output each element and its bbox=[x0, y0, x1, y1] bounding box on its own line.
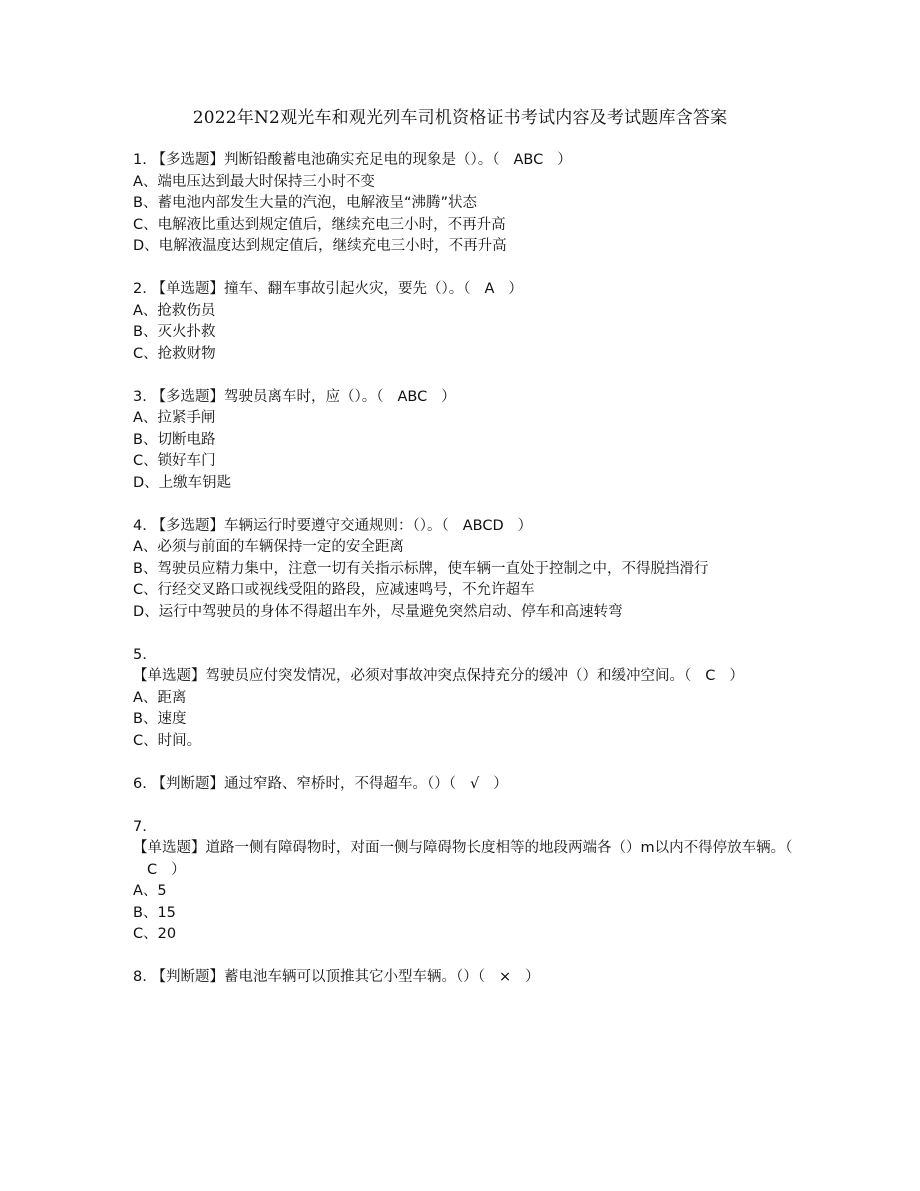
option-a: A、必须与前面的车辆保持一定的安全距离 bbox=[133, 539, 404, 555]
option-d: D、上缴车钥匙 bbox=[133, 474, 232, 491]
answer: √ bbox=[469, 775, 480, 792]
document-title: 2022年N2观光车和观光列车司机资格证书考试内容及考试题库含答案 bbox=[192, 108, 728, 128]
option-a: A、距离 bbox=[133, 689, 187, 706]
option-b: B、切断电路 bbox=[133, 431, 216, 448]
option-a: A、端电压达到最大时保持三小时不变 bbox=[133, 173, 375, 190]
question-5 bbox=[133, 645, 793, 753]
option-d: D、电解液温度达到规定值后，继续充电三小时，不再升高 bbox=[133, 238, 507, 254]
answer: ABCD bbox=[462, 517, 504, 534]
answer: ABC bbox=[397, 388, 428, 405]
question-stem: 2. 【单选题】撞车、翻车事故引起火灾，要先（）。（ A ） bbox=[133, 279, 793, 301]
option-a: A、拉紧手闸 bbox=[133, 410, 216, 426]
question-stem: 8. 【判断题】蓄电池车辆可以顶推其它小型车辆。（）（ × ） bbox=[133, 967, 793, 989]
question-2 bbox=[133, 279, 793, 365]
answer: C bbox=[147, 861, 158, 878]
question-stem: 6. 【判断题】通过窄路、窄桥时，不得超车。（）（ √ ） bbox=[133, 774, 793, 796]
option-d: D、运行中驾驶员的身体不得超出车外，尽量避免突然启动、停车和高速转弯 bbox=[133, 603, 623, 620]
option-c: C、抢救财物 bbox=[133, 345, 216, 362]
question-stem: 1. 【多选题】判断铅酸蓄电池确实充足电的现象是（）。（ ABC ） bbox=[133, 150, 793, 172]
answer: ABC bbox=[513, 152, 544, 168]
question-7 bbox=[133, 817, 793, 946]
question-stem: 【单选题】驾驶员应付突发情况，必须对事故冲突点保持充分的缓冲（）和缓冲空间。（ C ） bbox=[133, 666, 793, 688]
option-a: A、抢救伤员 bbox=[133, 302, 216, 319]
option-c: C、时间。 bbox=[133, 732, 202, 749]
question-stem: 3. 【多选题】驾驶员离车时，应（）。（ ABC ） bbox=[133, 387, 793, 409]
question-stem: 【单选题】道路一侧有障碍物时，对面一侧与障碍物长度相等的地段两端各（）m以内不得停放车辆。（C ） bbox=[133, 838, 793, 881]
option-b: B、15 bbox=[133, 904, 176, 921]
question-3 bbox=[133, 387, 793, 495]
answer: × bbox=[498, 969, 512, 985]
option-b: B、灭火扑救 bbox=[133, 324, 216, 340]
option-b: B、驾驶员应精力集中，注意一切有关指示标牌，使车辆一直处于控制之中，不得脱挡滑行 bbox=[133, 560, 709, 577]
option-c: C、电解液比重达到规定值后，继续充电三小时，不再升高 bbox=[133, 216, 506, 233]
option-b: B、速度 bbox=[133, 711, 187, 727]
option-c: C、行经交叉路口或视线受阻的路段，应减速鸣号，不允许超车 bbox=[133, 582, 535, 598]
question-1 bbox=[133, 150, 793, 258]
answer: A bbox=[484, 281, 495, 297]
question-6 bbox=[133, 774, 793, 796]
option-c: C、锁好车门 bbox=[133, 453, 216, 469]
question-stem: 4. 【多选题】车辆运行时要遵守交通规则：（）。（ ABCD ） bbox=[133, 516, 793, 538]
question-8 bbox=[133, 967, 793, 989]
question-number: 7. bbox=[133, 818, 147, 835]
answer: C bbox=[705, 668, 716, 684]
question-number: 5. bbox=[133, 646, 147, 663]
question-4 bbox=[133, 516, 793, 624]
option-c: C、20 bbox=[133, 926, 177, 942]
question-list bbox=[133, 150, 793, 1010]
option-a: A、5 bbox=[133, 883, 167, 899]
option-b: B、蓄电池内部发生大量的汽泡，电解液呈“沸腾”状态 bbox=[133, 195, 477, 211]
